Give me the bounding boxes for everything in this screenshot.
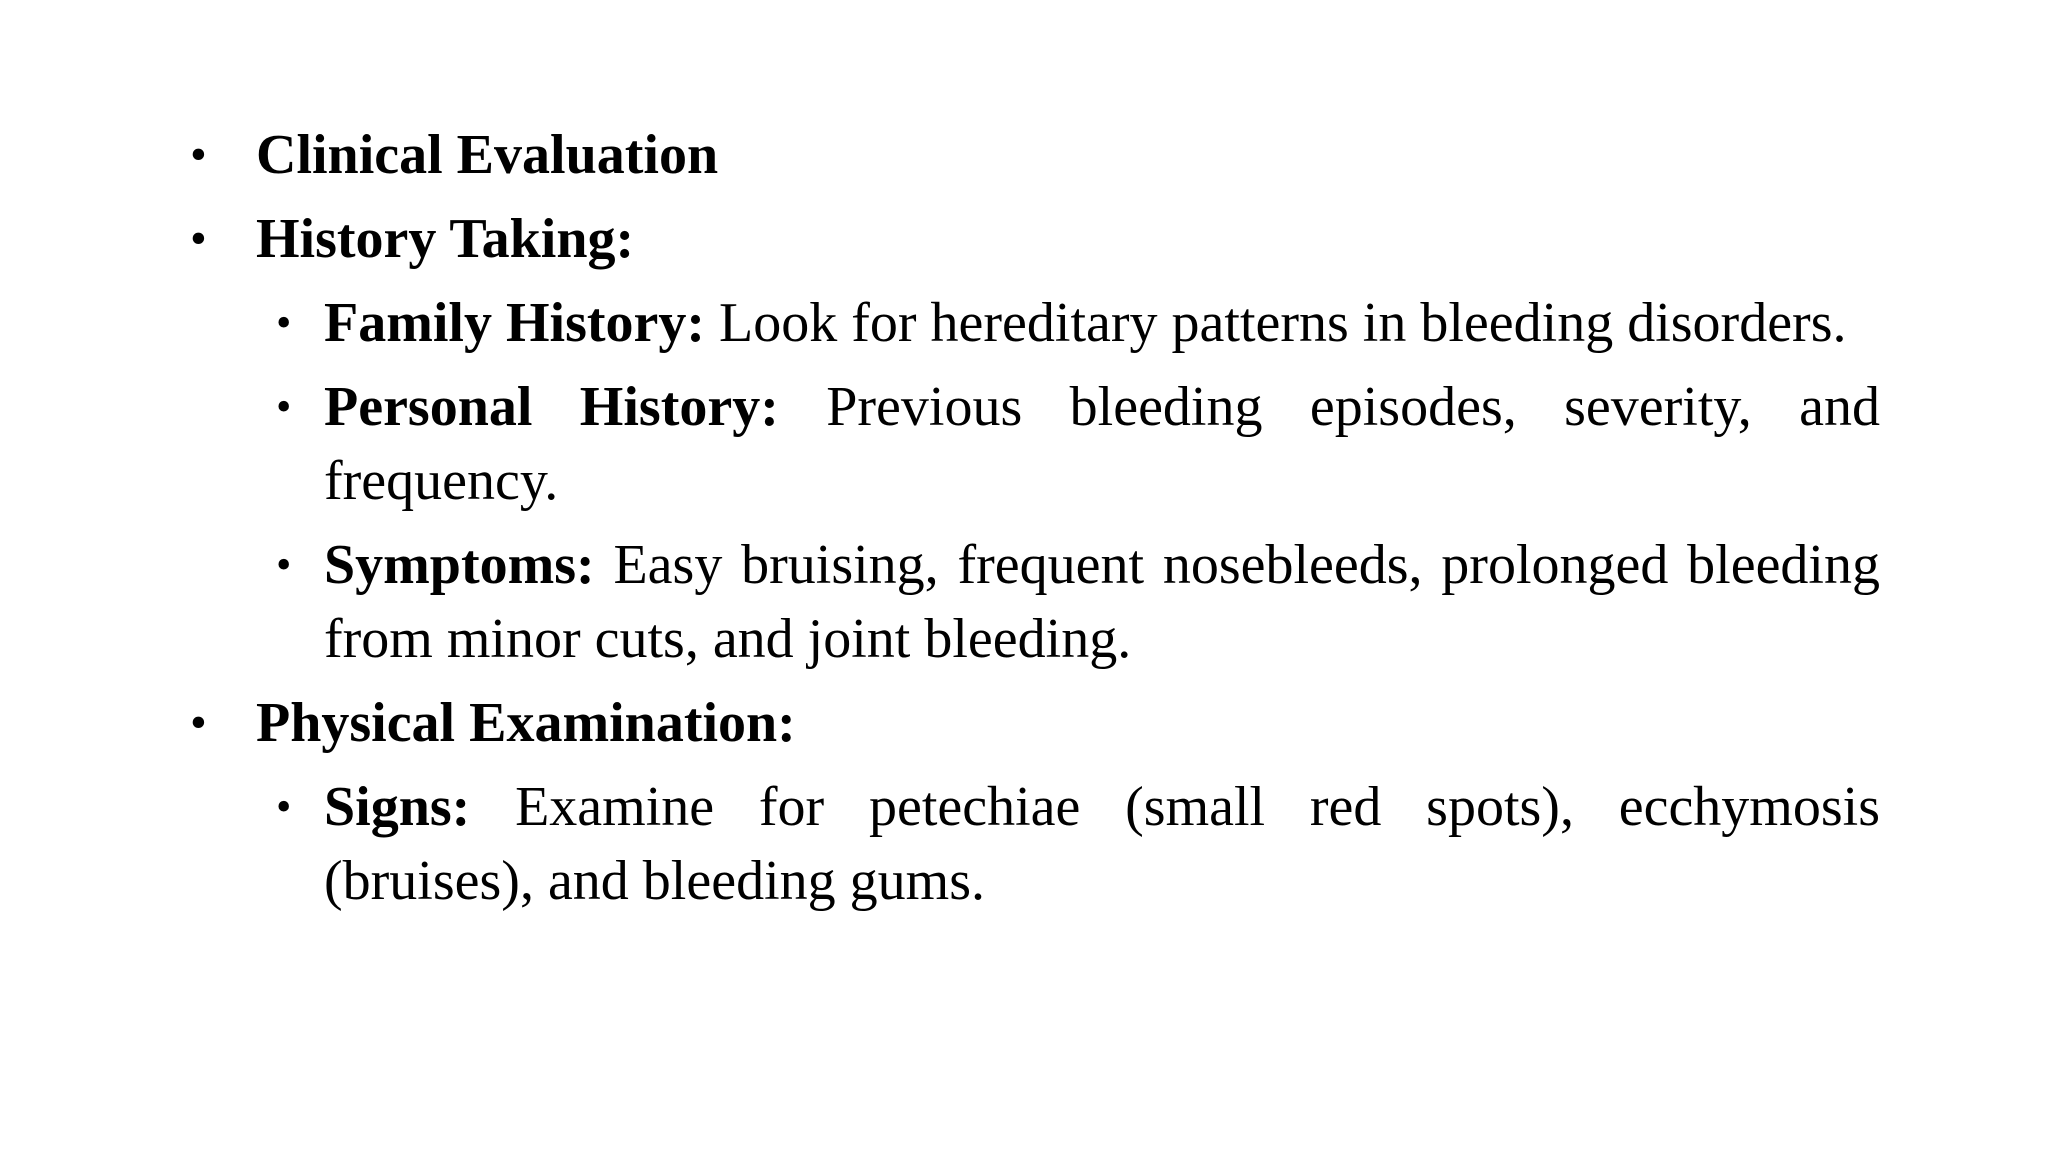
bullet-icon: • bbox=[276, 298, 292, 347]
bullet-icon: • bbox=[276, 782, 292, 831]
list-item-history-taking bbox=[190, 202, 1880, 276]
bullet-icon: • bbox=[276, 540, 292, 589]
item-term: Signs: bbox=[324, 776, 471, 838]
bullet-icon: • bbox=[276, 382, 292, 431]
item-term: Symptoms: bbox=[324, 534, 595, 596]
list-item-family-history bbox=[276, 286, 1880, 360]
list-item-physical-examination bbox=[190, 686, 1880, 760]
list-item-personal-history bbox=[276, 370, 1880, 518]
item-term: Family History: bbox=[324, 292, 706, 354]
item-title: History Taking: bbox=[256, 208, 635, 270]
list-item-signs bbox=[276, 770, 1880, 918]
item-term: Personal History: bbox=[324, 376, 779, 438]
bullet-icon: • bbox=[190, 128, 207, 181]
list-item-symptoms bbox=[276, 528, 1880, 676]
bullet-icon: • bbox=[190, 212, 207, 265]
item-text: Examine for petechiae (small red spots), ecchymosis (bruises), and bleeding gums. bbox=[324, 776, 1880, 912]
item-title: Physical Examination: bbox=[256, 692, 796, 754]
bullet-list bbox=[190, 118, 1880, 928]
item-text: Easy bruising, frequent nosebleeds, prolonged bleeding from minor cuts, and joint bleeding. bbox=[324, 534, 1880, 670]
bullet-icon: • bbox=[190, 696, 207, 749]
list-item-clinical-evaluation bbox=[190, 118, 1880, 192]
item-text: Previous bleeding episodes, severity, and frequency. bbox=[324, 376, 1880, 512]
item-text: Look for hereditary patterns in bleeding disorders. bbox=[705, 292, 1847, 354]
item-title: Clinical Evaluation bbox=[256, 124, 719, 186]
